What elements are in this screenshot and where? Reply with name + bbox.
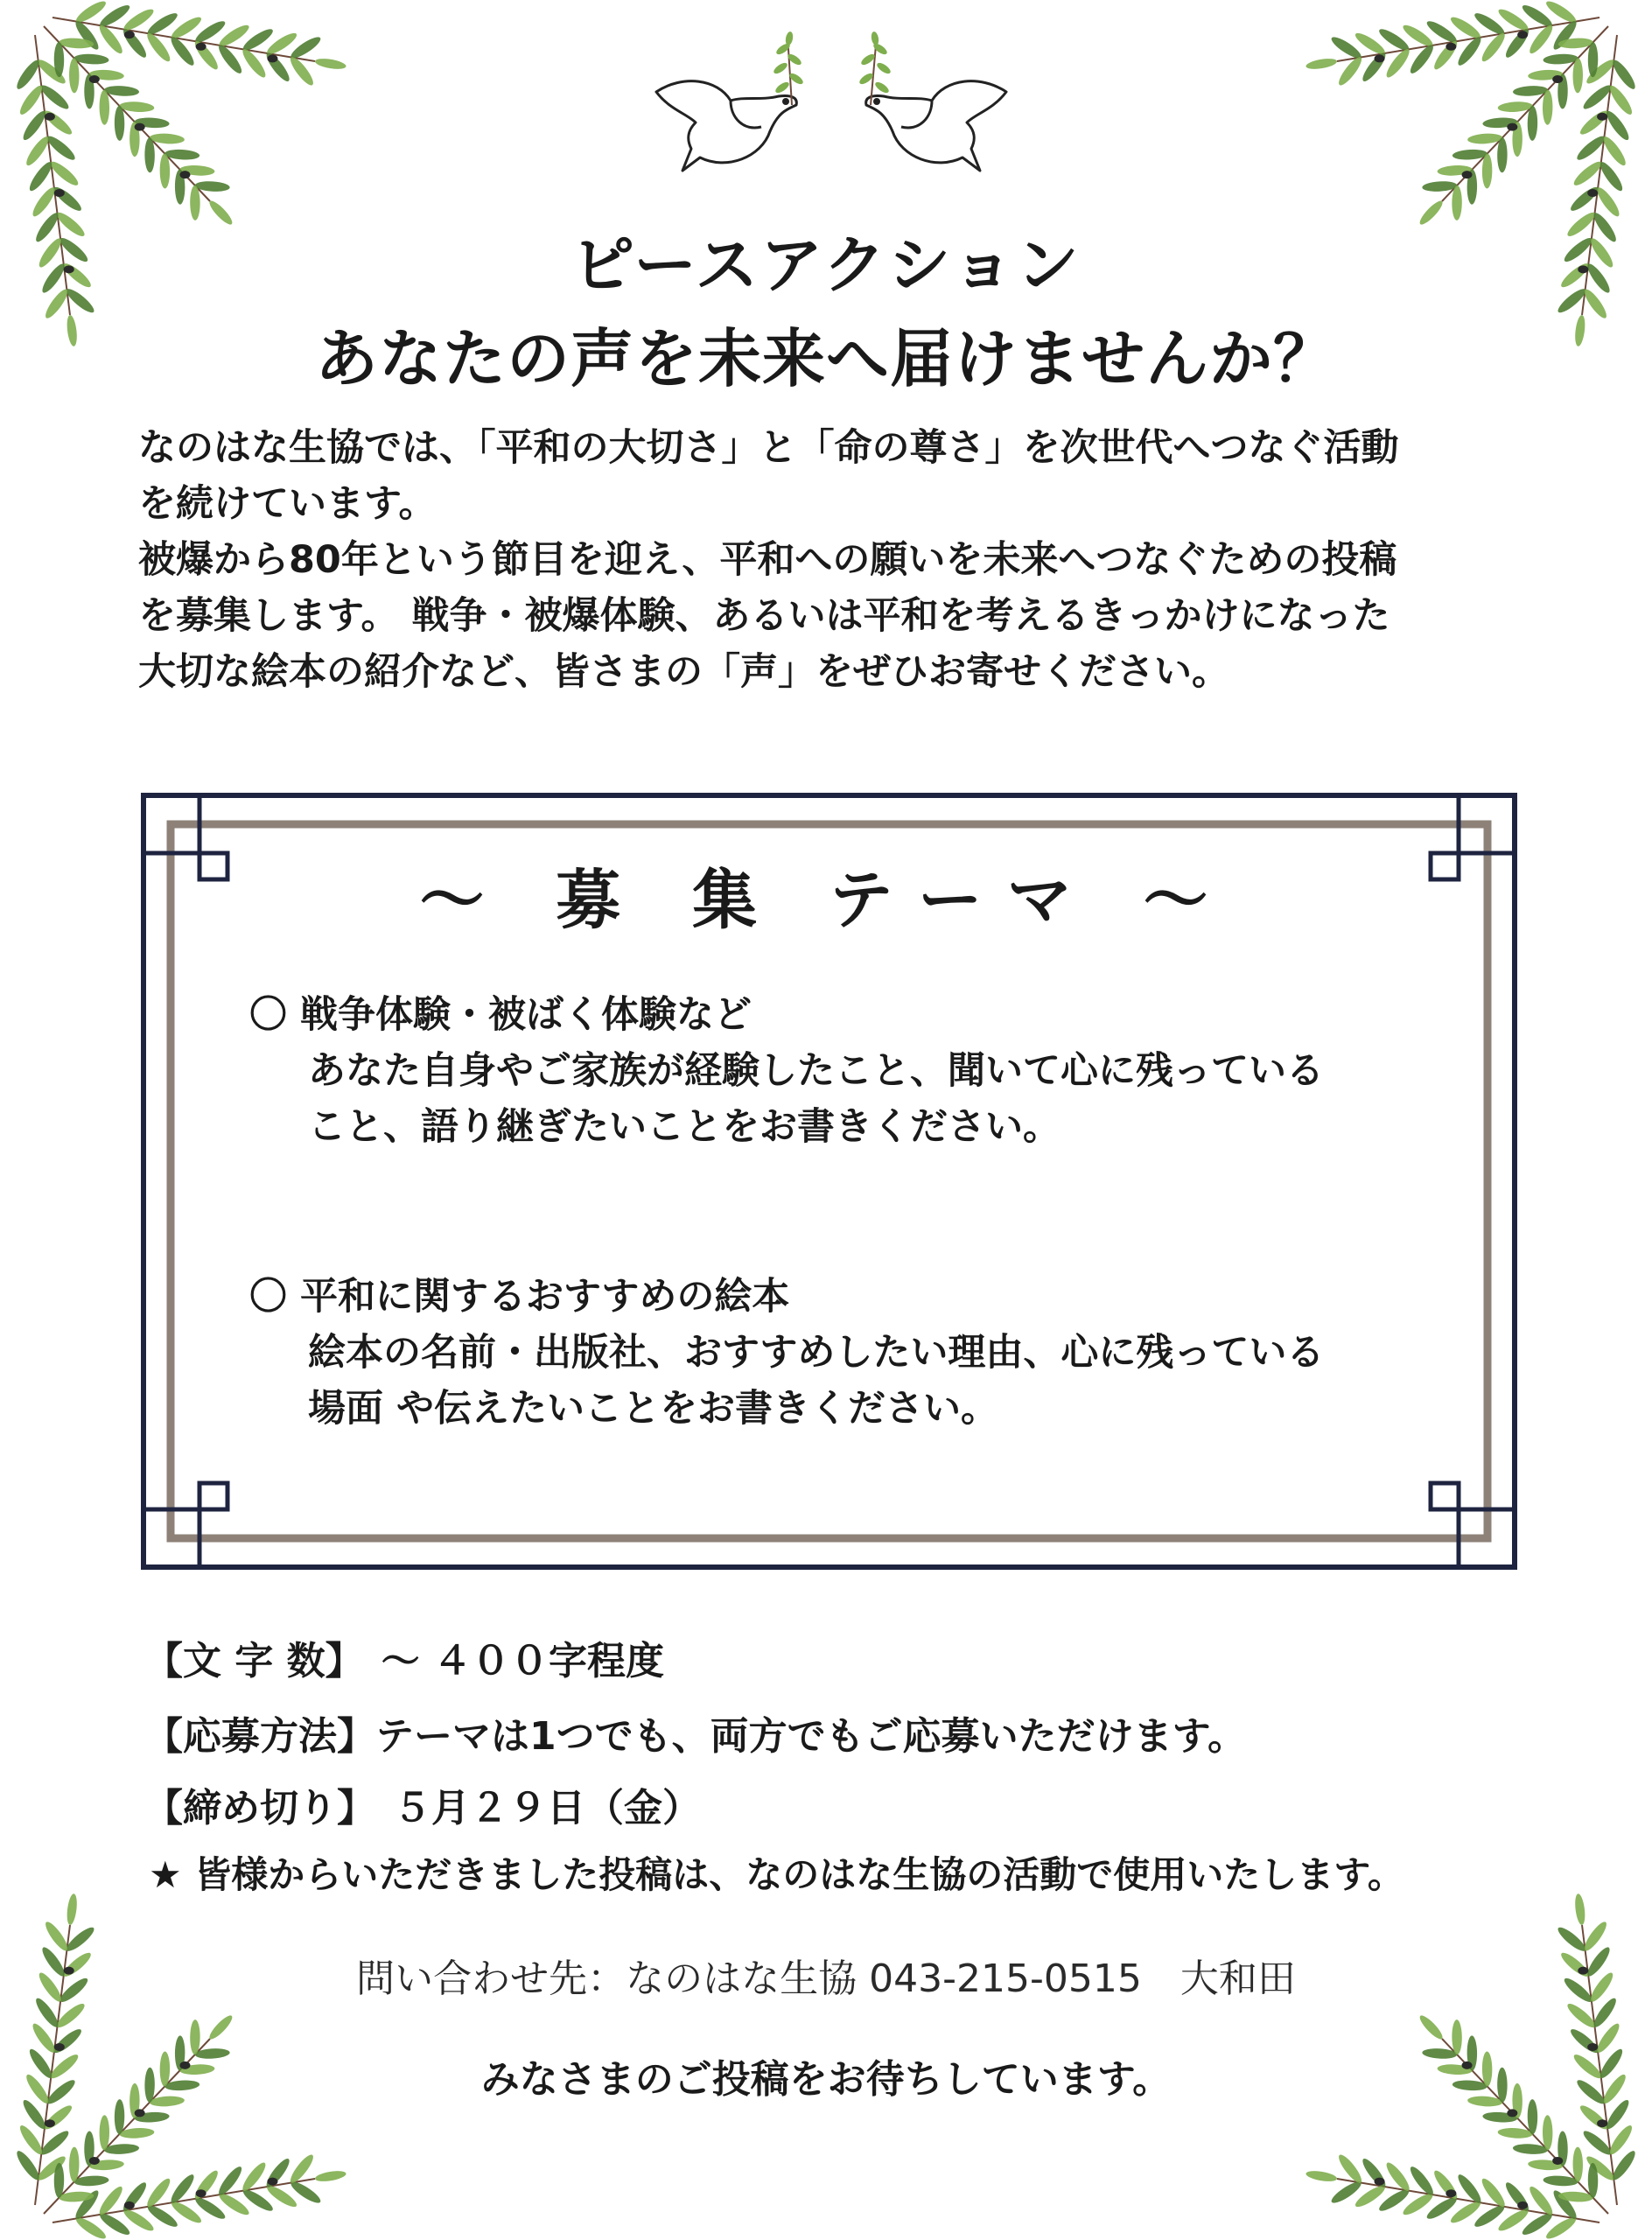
closing-message: みなさまのご投稿をお待ちしています。 — [480, 2057, 1172, 2102]
detail-label: 【文 字 数】 — [144, 1639, 364, 1684]
detail-application-method — [144, 1704, 1246, 1760]
contact-info: 問い合わせ先：なのはな生協 043-215-0515 大和田 — [356, 1956, 1296, 2001]
intro-line: 被爆から80年という節目を迎え、平和への願いを未来へつなぐための投稿 — [138, 538, 1397, 582]
theme-item-picture-books — [249, 1269, 1324, 1437]
dove-pair-icon — [648, 26, 1015, 184]
theme-item-title: 〇 平和に関するおすすめの絵本 — [249, 1275, 790, 1319]
usage-note: ★ 皆様からいただきました投稿は、なのはな生協の活動で使用いたします。 — [149, 1853, 1404, 1896]
detail-value: ～ ４００字程度 — [381, 1639, 664, 1684]
detail-word-count — [144, 1629, 664, 1685]
intro-line: 大切な絵本の紹介など、皆さまの「声」をぜひお寄せください。 — [138, 650, 1229, 694]
detail-value: テーマは1つでも、両方でもご応募いただけます。 — [375, 1714, 1247, 1759]
intro-line: を募集します。 戦争・被爆体験、あるいは平和を考えるきっかけになった — [138, 594, 1390, 638]
detail-deadline — [144, 1776, 701, 1832]
intro-line: を続けています。 — [138, 482, 437, 526]
theme-item-war-experience — [249, 987, 1324, 1155]
detail-label: 【締め切り】 — [144, 1786, 375, 1830]
theme-item-title: 〇 戦争体験・被ばく体験など — [249, 993, 752, 1037]
theme-item-desc: 場面 や伝えたいことをお書きください。 — [308, 1387, 998, 1431]
intro-line: なのはな生協では、「平和の大切さ」と「命の尊さ」を次世代へつなぐ活動 — [138, 426, 1399, 470]
detail-label: 【応募方法】 — [144, 1714, 375, 1759]
page-subtitle: あなたの声を未来へ届けませんか？ — [314, 322, 1337, 396]
detail-value: ５月２９日（金） — [393, 1786, 701, 1830]
theme-item-desc: 絵本の名前・出版社、おすすめしたい理由、心に残っている — [308, 1331, 1325, 1375]
theme-item-desc: あなた自身やご家族が経験したこと、聞いて心に残っている — [308, 1049, 1324, 1093]
page-title: ピースアクション — [571, 228, 1081, 302]
theme-item-desc: こと、語り継ぎたいことをお書きください。 — [308, 1105, 1060, 1149]
theme-heading: ～ 募 集 テーマ ～ — [419, 863, 1233, 938]
